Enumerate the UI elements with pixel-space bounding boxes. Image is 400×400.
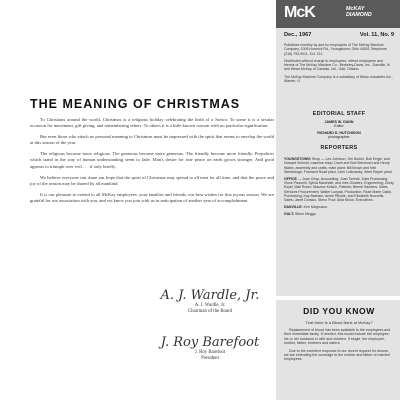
article-paragraph: The religious become more religious. The generous become more generous. The friendly become more friendly. Prejudices which stand in the way of human understanding seem to fade. Man's desire for true peace on earth grows stronger. And good appears to triumph over evil . . . if only briefly. [30, 151, 274, 169]
editor-role: Editor [334, 124, 344, 129]
reporters-heading: REPORTERS [320, 145, 358, 151]
issue-info [284, 32, 394, 38]
did-you-know-subtitle: That there is a Blood Bank at McKay? [305, 320, 373, 325]
signer-title: President [201, 356, 219, 361]
brand-line: DIAMOND [346, 12, 372, 18]
handwritten-signature: J. Roy Barefoot [160, 335, 260, 350]
issue-date: Dec., 1967 [284, 32, 312, 38]
photographer-role: photographer [328, 135, 350, 140]
did-you-know-paragraph: Replacement of blood has been available to the employees and their immediate family. If needed, this would include the employee, his or her husband or wife and children. If single, the employee, mother, father, brothers and sisters. [284, 328, 391, 346]
reporter-group-text: Ken Magnuson. [303, 204, 329, 209]
photographer-credit [284, 131, 394, 140]
handwritten-signature: A. J. Wardle, Jr. [160, 288, 260, 303]
publication-paragraph: Distributed without charge to employees, retired employees and friends of The McKay Machine Co., Berkeley-Davis, Inc., Danville, Ill. and Wean-McKay of Canada, Ltd., Galt, Ontario. [284, 58, 391, 72]
editor-credit [284, 120, 394, 129]
signature-chairman [150, 289, 270, 315]
signer-title: Chairman of the Board [187, 309, 233, 314]
did-you-know-paragraph: Due to the excellent response to our recent request for donors, we are extending the coverage to the mother and father of married employees. [284, 348, 390, 362]
mck-logo: McK [284, 4, 315, 21]
reporter-group-text: Shop — Les Johnson, Jim Durkin, Bob Engle, and Howard Schmid, machine shop; Dave and Bob Brenhosh and Henry Walsh, assembly and crafts, main plant; Bill Brown and Neil Stembaugh, Foreland Road plant, John Lotkowsky, West Rayen plant. [284, 157, 393, 174]
signer-name: J. Roy Barefoot [194, 350, 226, 355]
publication-paragraph: The McKay Machine Company is a subsidiary of Wean Industries Inc., Warren, O. [284, 74, 393, 84]
reporters-list [284, 157, 394, 219]
reporter-group-label: DANVILLE: [284, 204, 303, 209]
article-body [30, 117, 274, 209]
did-you-know-body [284, 328, 394, 365]
did-you-know-box [276, 296, 400, 400]
article-title: THE MEANING OF CHRISTMAS [30, 97, 241, 111]
volume-number: Vol. 11, No. 9 [359, 32, 394, 38]
reporter-group [284, 157, 394, 174]
reporter-group-label: GALT: [284, 211, 295, 216]
brand-name [346, 6, 392, 18]
photographer-name: RICHARD D. HUTCHISON [317, 131, 361, 135]
reporter-group-label: YOUNGSTOWN: [284, 157, 311, 161]
brand-line: McKAY [346, 6, 365, 12]
article-paragraph: To Christians around the world, Christmas is a religious holiday celebrating the birth of a Savior. To some it is a secular occasion for merriment, gift giving, and remembering others. To others it is a little known custom with no particular signification. [30, 117, 274, 129]
reporter-group [284, 212, 394, 216]
reporter-group [284, 205, 394, 209]
masthead-banner [276, 0, 400, 28]
publication-paragraph: Published monthly by and for employees of The McKay Machine Company, 1005 Hornrick Rd., Youngstown, Ohio 44501 Telephone (216) 793-9011, Ext. 211. [284, 43, 387, 56]
signature-president [150, 336, 270, 362]
article-paragraph: But even those who attach no personal meaning to Christmas must be impressed with the spirit that seems to envelop the world at this season of the year. [30, 134, 274, 146]
did-you-know-title: DID YOU KNOW [303, 306, 375, 316]
publication-info [284, 43, 394, 86]
article-paragraph: We believe everyone can share our hope that the spirit of Christmas may spread to all men for all time, and that the peace and joy of the season may be shared by all mankind. [30, 174, 274, 186]
article-paragraph: It is our pleasure to extend to all McKay employees, your families and friends, our best wishes for this joyous season. We are grateful for our association with you, and we know you join with us in anticipation of another year of accomplishment. [30, 191, 274, 203]
reporter-group-text: Steve Meggs. [295, 211, 317, 216]
editorial-staff-heading: EDITORIAL STAFF [312, 111, 366, 117]
divider [276, 296, 400, 300]
reporter-group-text: — Joan Crisp, Accounting; Joan Toresik, Data Processing; Vince Pizzuelli, Sylvia Marchetti, and Ines Glowers, Engineering; Cindy Esyel, Mail Room; Maurice Kelsch, Patents; Bernie Sanders, Sales Services Procurement; Walter Lunyak, Production; Rose Marie Cialla, Purchasing; Kay Basham, Annie Ritchie, and Elizabeth Nouvelis, Sales; Janet Dunsko, Steno Pool; Alda Nixon, Executives. [284, 176, 394, 203]
reporter-group-label: OFFICE [284, 176, 297, 181]
signer-name: A. J. Wardle, Jr. [194, 303, 226, 308]
reporter-group [284, 177, 394, 203]
editor-name: JAMES W. DUNN [324, 120, 354, 124]
